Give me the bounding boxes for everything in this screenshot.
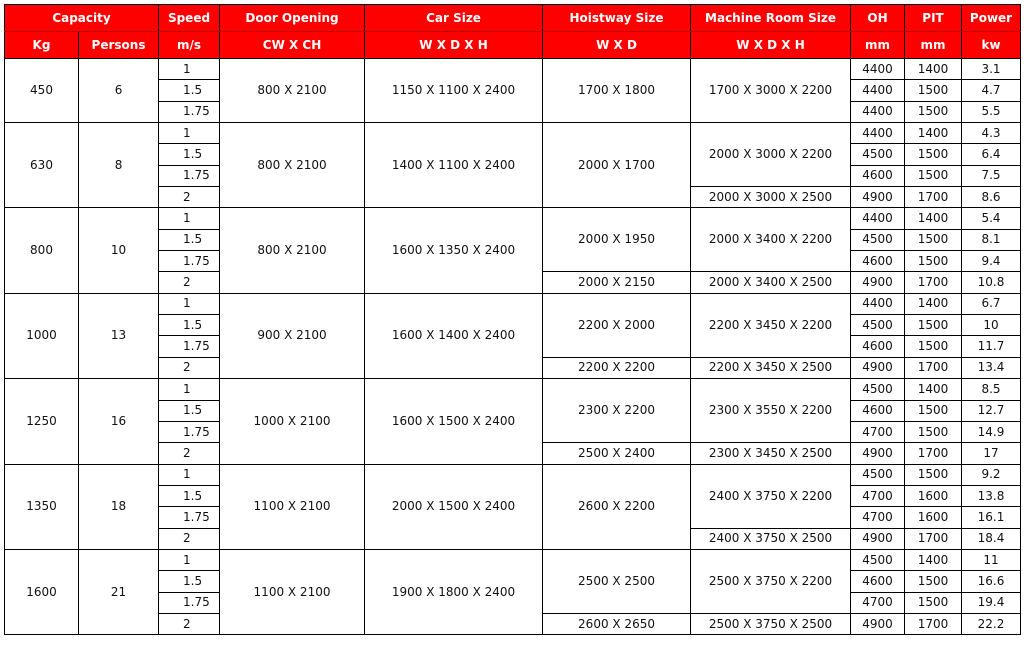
- oh-cell: 4400: [851, 101, 905, 122]
- machine-room-size-cell: 2200 X 3450 X 2500: [691, 357, 851, 378]
- unit-pit: mm: [905, 32, 962, 59]
- speed-cell: 1: [159, 123, 220, 144]
- pit-cell: 1500: [905, 400, 962, 421]
- power-cell: 12.7: [962, 400, 1021, 421]
- table-row: [5, 123, 1021, 144]
- oh-cell: 4500: [851, 549, 905, 570]
- capacity-kg-cell: 450: [5, 59, 79, 123]
- header-hoistway-size: Hoistway Size: [543, 5, 691, 32]
- header-door-opening: Door Opening: [220, 5, 365, 32]
- speed-cell: 1.5: [159, 485, 220, 506]
- oh-cell: 4400: [851, 208, 905, 229]
- speed-cell: 2: [159, 613, 220, 634]
- capacity-kg-cell: 1250: [5, 379, 79, 464]
- pit-cell: 1500: [905, 144, 962, 165]
- hoistway-size-cell: 2500 X 2500: [543, 549, 691, 613]
- oh-cell: 4500: [851, 229, 905, 250]
- power-cell: 4.3: [962, 123, 1021, 144]
- oh-cell: 4700: [851, 485, 905, 506]
- unit-speed: m/s: [159, 32, 220, 59]
- header-oh: OH: [851, 5, 905, 32]
- capacity-kg-cell: 1600: [5, 549, 79, 634]
- machine-room-size-cell: 2500 X 3750 X 2500: [691, 613, 851, 634]
- car-size-cell: 1400 X 1100 X 2400: [365, 123, 543, 208]
- power-cell: 11.7: [962, 336, 1021, 357]
- speed-cell: 1.5: [159, 80, 220, 101]
- power-cell: 9.4: [962, 251, 1021, 272]
- oh-cell: 4900: [851, 613, 905, 634]
- hoistway-size-cell: 2300 X 2200: [543, 379, 691, 443]
- speed-cell: 1.5: [159, 144, 220, 165]
- power-cell: 9.2: [962, 464, 1021, 485]
- machine-room-size-cell: 2000 X 3000 X 2500: [691, 187, 851, 208]
- door-opening-cell: 800 X 2100: [220, 123, 365, 208]
- pit-cell: 1700: [905, 443, 962, 464]
- pit-cell: 1500: [905, 464, 962, 485]
- header-row-units: [5, 32, 1021, 59]
- pit-cell: 1500: [905, 101, 962, 122]
- oh-cell: 4500: [851, 464, 905, 485]
- power-cell: 4.7: [962, 80, 1021, 101]
- machine-room-size-cell: 1700 X 3000 X 2200: [691, 59, 851, 123]
- persons-cell: 8: [79, 123, 159, 208]
- power-cell: 6.4: [962, 144, 1021, 165]
- hoistway-size-cell: 2600 X 2650: [543, 613, 691, 634]
- header-machine-room-size: Machine Room Size: [691, 5, 851, 32]
- door-opening-cell: 1100 X 2100: [220, 549, 365, 634]
- oh-cell: 4400: [851, 59, 905, 80]
- machine-room-size-cell: 2400 X 3750 X 2200: [691, 464, 851, 528]
- pit-cell: 1400: [905, 208, 962, 229]
- unit-machine-room-size: W X D X H: [691, 32, 851, 59]
- car-size-cell: 1600 X 1500 X 2400: [365, 379, 543, 464]
- pit-cell: 1500: [905, 571, 962, 592]
- pit-cell: 1400: [905, 123, 962, 144]
- pit-cell: 1600: [905, 507, 962, 528]
- header-speed: Speed: [159, 5, 220, 32]
- power-cell: 10: [962, 315, 1021, 336]
- car-size-cell: 1150 X 1100 X 2400: [365, 59, 543, 123]
- pit-cell: 1500: [905, 229, 962, 250]
- speed-cell: 2: [159, 187, 220, 208]
- power-cell: 8.6: [962, 187, 1021, 208]
- unit-kg: Kg: [5, 32, 79, 59]
- power-cell: 11: [962, 549, 1021, 570]
- speed-cell: 1: [159, 379, 220, 400]
- machine-room-size-cell: 2500 X 3750 X 2200: [691, 549, 851, 613]
- oh-cell: 4400: [851, 80, 905, 101]
- table-row: [5, 293, 1021, 314]
- speed-cell: 1.75: [159, 165, 220, 186]
- speed-cell: 2: [159, 357, 220, 378]
- table-body: [5, 59, 1021, 635]
- power-cell: 22.2: [962, 613, 1021, 634]
- pit-cell: 1500: [905, 80, 962, 101]
- power-cell: 10.8: [962, 272, 1021, 293]
- speed-cell: 1.75: [159, 592, 220, 613]
- car-size-cell: 1600 X 1350 X 2400: [365, 208, 543, 293]
- oh-cell: 4700: [851, 507, 905, 528]
- speed-cell: 1: [159, 208, 220, 229]
- machine-room-size-cell: 2300 X 3550 X 2200: [691, 379, 851, 443]
- power-cell: 13.4: [962, 357, 1021, 378]
- persons-cell: 21: [79, 549, 159, 634]
- speed-cell: 1.75: [159, 421, 220, 442]
- capacity-kg-cell: 1000: [5, 293, 79, 378]
- pit-cell: 1700: [905, 187, 962, 208]
- oh-cell: 4500: [851, 379, 905, 400]
- speed-cell: 1.5: [159, 315, 220, 336]
- power-cell: 13.8: [962, 485, 1021, 506]
- pit-cell: 1400: [905, 59, 962, 80]
- capacity-kg-cell: 800: [5, 208, 79, 293]
- persons-cell: 13: [79, 293, 159, 378]
- pit-cell: 1600: [905, 485, 962, 506]
- table-row: [5, 464, 1021, 485]
- oh-cell: 4700: [851, 592, 905, 613]
- door-opening-cell: 900 X 2100: [220, 293, 365, 378]
- oh-cell: 4600: [851, 251, 905, 272]
- oh-cell: 4900: [851, 187, 905, 208]
- oh-cell: 4600: [851, 336, 905, 357]
- speed-cell: 1: [159, 293, 220, 314]
- header-capacity: Capacity: [5, 5, 159, 32]
- power-cell: 19.4: [962, 592, 1021, 613]
- unit-oh: mm: [851, 32, 905, 59]
- power-cell: 18.4: [962, 528, 1021, 549]
- table-row: [5, 59, 1021, 80]
- car-size-cell: 2000 X 1500 X 2400: [365, 464, 543, 549]
- pit-cell: 1700: [905, 272, 962, 293]
- pit-cell: 1500: [905, 251, 962, 272]
- pit-cell: 1700: [905, 357, 962, 378]
- pit-cell: 1500: [905, 336, 962, 357]
- oh-cell: 4500: [851, 315, 905, 336]
- persons-cell: 6: [79, 59, 159, 123]
- machine-room-size-cell: 2000 X 3400 X 2200: [691, 208, 851, 272]
- speed-cell: 1.75: [159, 336, 220, 357]
- power-cell: 8.1: [962, 229, 1021, 250]
- oh-cell: 4600: [851, 571, 905, 592]
- power-cell: 14.9: [962, 421, 1021, 442]
- speed-cell: 1: [159, 464, 220, 485]
- pit-cell: 1400: [905, 549, 962, 570]
- hoistway-size-cell: 1700 X 1800: [543, 59, 691, 123]
- speed-cell: 1.75: [159, 251, 220, 272]
- speed-cell: 1.5: [159, 571, 220, 592]
- machine-room-size-cell: 2400 X 3750 X 2500: [691, 528, 851, 549]
- car-size-cell: 1900 X 1800 X 2400: [365, 549, 543, 634]
- power-cell: 5.5: [962, 101, 1021, 122]
- oh-cell: 4900: [851, 272, 905, 293]
- pit-cell: 1700: [905, 613, 962, 634]
- speed-cell: 1: [159, 549, 220, 570]
- power-cell: 8.5: [962, 379, 1021, 400]
- machine-room-size-cell: 2200 X 3450 X 2200: [691, 293, 851, 357]
- header-power: Power: [962, 5, 1021, 32]
- unit-persons: Persons: [79, 32, 159, 59]
- hoistway-size-cell: 2500 X 2400: [543, 443, 691, 464]
- table-row: [5, 208, 1021, 229]
- unit-power: kw: [962, 32, 1021, 59]
- pit-cell: 1500: [905, 592, 962, 613]
- oh-cell: 4900: [851, 357, 905, 378]
- persons-cell: 18: [79, 464, 159, 549]
- machine-room-size-cell: 2000 X 3400 X 2500: [691, 272, 851, 293]
- speed-cell: 1.75: [159, 507, 220, 528]
- unit-car-size: W X D X H: [365, 32, 543, 59]
- speed-cell: 1.5: [159, 400, 220, 421]
- capacity-kg-cell: 630: [5, 123, 79, 208]
- speed-cell: 2: [159, 272, 220, 293]
- oh-cell: 4400: [851, 293, 905, 314]
- machine-room-size-cell: 2000 X 3000 X 2200: [691, 123, 851, 187]
- unit-door-opening: CW X CH: [220, 32, 365, 59]
- pit-cell: 1500: [905, 421, 962, 442]
- oh-cell: 4600: [851, 400, 905, 421]
- oh-cell: 4900: [851, 443, 905, 464]
- pit-cell: 1400: [905, 379, 962, 400]
- door-opening-cell: 800 X 2100: [220, 208, 365, 293]
- unit-hoistway-size: W X D: [543, 32, 691, 59]
- hoistway-size-cell: 2200 X 2200: [543, 357, 691, 378]
- speed-cell: 1.75: [159, 101, 220, 122]
- hoistway-size-cell: 2000 X 2150: [543, 272, 691, 293]
- machine-room-size-cell: 2300 X 3450 X 2500: [691, 443, 851, 464]
- power-cell: 5.4: [962, 208, 1021, 229]
- table-row: [5, 379, 1021, 400]
- oh-cell: 4700: [851, 421, 905, 442]
- oh-cell: 4600: [851, 165, 905, 186]
- power-cell: 6.7: [962, 293, 1021, 314]
- pit-cell: 1400: [905, 293, 962, 314]
- power-cell: 16.1: [962, 507, 1021, 528]
- pit-cell: 1700: [905, 528, 962, 549]
- elevator-spec-table: [4, 4, 1021, 635]
- hoistway-size-cell: 2600 X 2200: [543, 464, 691, 549]
- capacity-kg-cell: 1350: [5, 464, 79, 549]
- hoistway-size-cell: 2000 X 1700: [543, 123, 691, 208]
- power-cell: 3.1: [962, 59, 1021, 80]
- header-car-size: Car Size: [365, 5, 543, 32]
- oh-cell: 4400: [851, 123, 905, 144]
- table-header: [5, 5, 1021, 59]
- persons-cell: 10: [79, 208, 159, 293]
- hoistway-size-cell: 2200 X 2000: [543, 293, 691, 357]
- speed-cell: 2: [159, 443, 220, 464]
- oh-cell: 4500: [851, 144, 905, 165]
- power-cell: 16.6: [962, 571, 1021, 592]
- speed-cell: 1.5: [159, 229, 220, 250]
- power-cell: 17: [962, 443, 1021, 464]
- power-cell: 7.5: [962, 165, 1021, 186]
- hoistway-size-cell: 2000 X 1950: [543, 208, 691, 272]
- header-row-titles: [5, 5, 1021, 32]
- speed-cell: 1: [159, 59, 220, 80]
- speed-cell: 2: [159, 528, 220, 549]
- door-opening-cell: 1000 X 2100: [220, 379, 365, 464]
- table-row: [5, 549, 1021, 570]
- door-opening-cell: 800 X 2100: [220, 59, 365, 123]
- oh-cell: 4900: [851, 528, 905, 549]
- pit-cell: 1500: [905, 165, 962, 186]
- pit-cell: 1500: [905, 315, 962, 336]
- persons-cell: 16: [79, 379, 159, 464]
- door-opening-cell: 1100 X 2100: [220, 464, 365, 549]
- car-size-cell: 1600 X 1400 X 2400: [365, 293, 543, 378]
- header-pit: PIT: [905, 5, 962, 32]
